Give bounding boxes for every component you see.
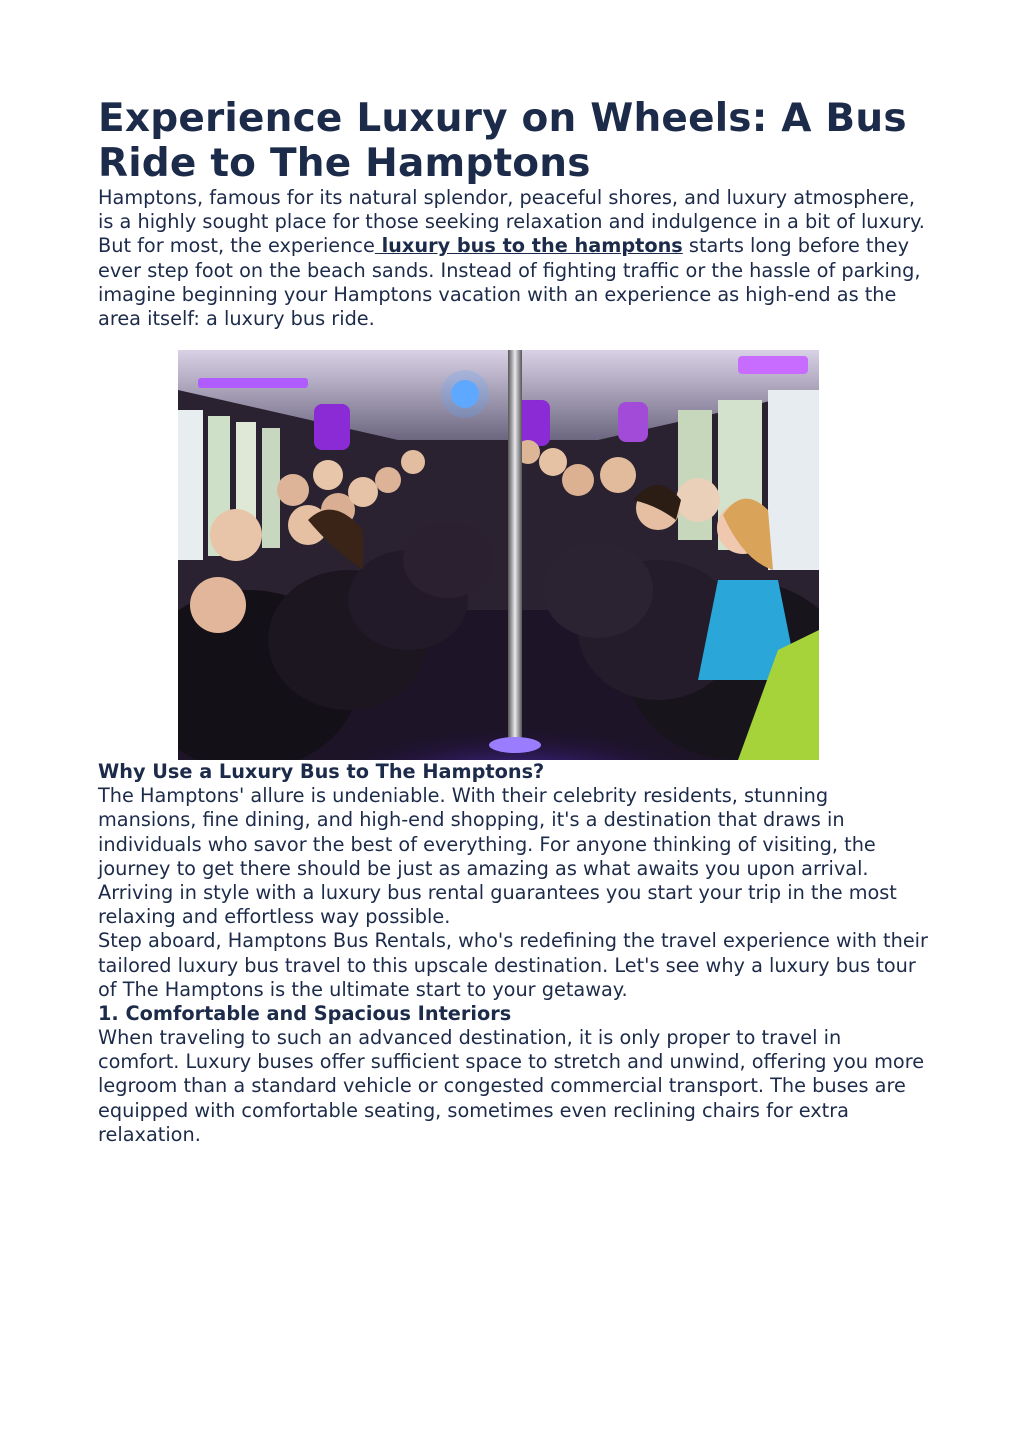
why-paragraph-1: The Hamptons' allure is undeniable. With their celebrity residents, stunning mansions, fine dining, and high-end shopping, it's a destination that draws in individuals who savor the best of everything. For anyone thinking of visiting, the journey to get there should be just as amazing as what awaits you upon arrival. Arriving in style with a luxury bus rental guarantees you start your trip in the most relaxing and effortless way possible. xyxy=(98,784,897,929)
why-paragraph-2: Step aboard, Hamptons Bus Rentals, who's redefining the travel experience with their tailored luxury bus travel to this upscale destination. Let's see why a luxury bus tour of The Hamptons is the ultimate start to your getaway. xyxy=(98,929,928,1001)
why-heading: Why Use a Luxury Bus to The Hamptons? xyxy=(98,760,545,784)
page-title: Experience Luxury on Wheels: A Bus Ride to The Hamptons xyxy=(98,96,907,186)
comfort-paragraph: When traveling to such an advanced destination, it is only proper to travel in comfort. Luxury buses offer sufficient space to stretch and unwind, offering you more legroom than a standard vehicle or congested commercial transport. The buses are equipped with comfortable seating, sometimes even reclining chairs for extra relaxation. xyxy=(98,1026,925,1146)
party-bus-photo xyxy=(178,350,819,760)
comfort-heading: 1. Comfortable and Spacious Interiors xyxy=(98,1002,512,1026)
intro-text-start: Hamptons, famous for its natural splendor, peaceful shores, and luxury atmosphere, is a highly sought place for those seeking relaxation and indulgence in a bit of luxury. But for most, the experience xyxy=(98,186,925,258)
intro-paragraph xyxy=(98,186,928,331)
document-page xyxy=(98,96,928,1147)
party-bus-interior-image xyxy=(178,350,819,760)
luxury-bus-link[interactable]: luxury bus to the hamptons xyxy=(374,234,683,258)
intro-text-end: starts long before they ever step foot on the beach sands. Instead of fighting traffic or the hassle of parking, imagine beginning your Hamptons vacation with an experience as high-end as the area itself: a luxury bus ride. xyxy=(98,234,921,331)
